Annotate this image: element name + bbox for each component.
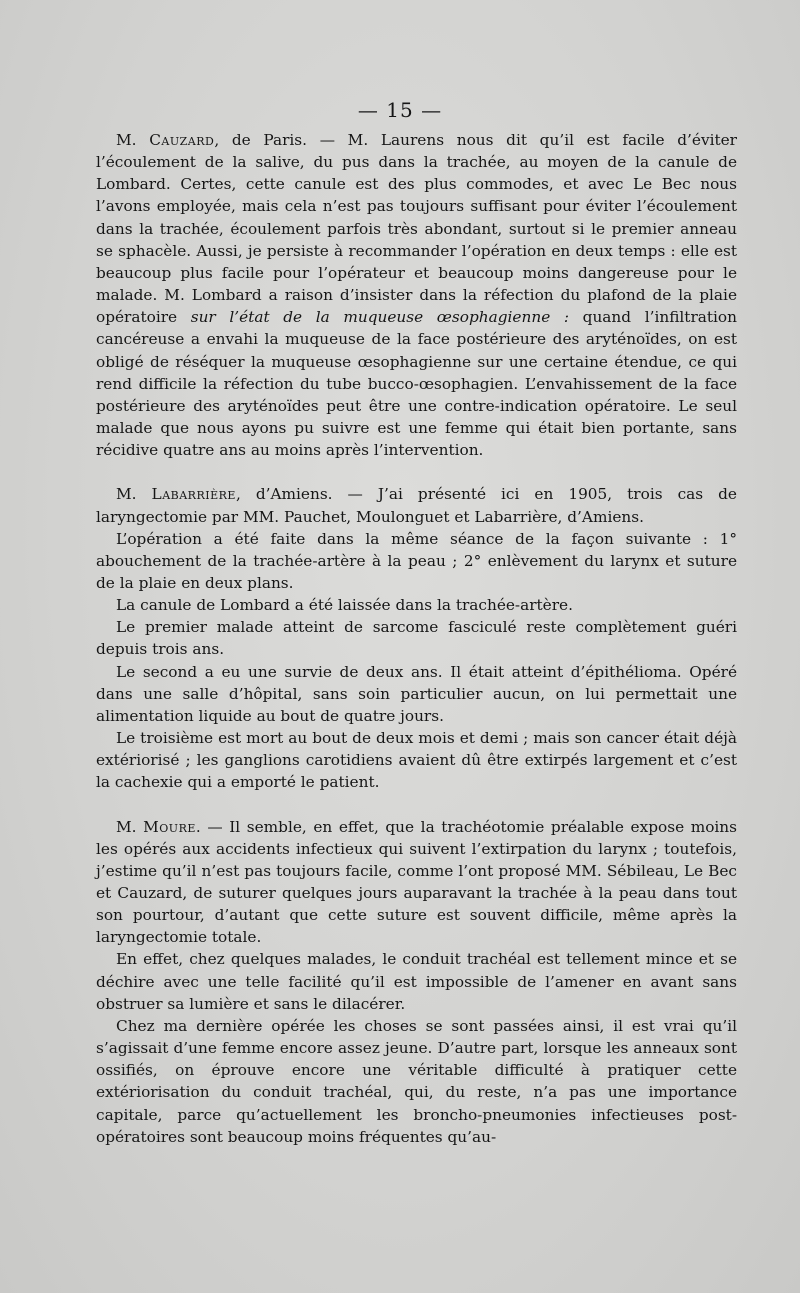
page-number: — 15 — <box>357 98 443 122</box>
speaker-name-moure: Moure <box>143 817 196 836</box>
speaker-name-cauzard: Cauzard <box>149 131 215 149</box>
paragraph: La canule de Lombard a été laissée dans la trachée-artère. <box>116 596 573 615</box>
paragraph: Le troisième est mort au bout de deux mois et demi ; mais son cancer était déjà extériorisé ; les ganglions carotidiens avaient dû être extirpés largement et c’est la cachexie qui a emporté le patient. <box>96 729 737 792</box>
speaker-prefix: M. <box>116 817 144 836</box>
paragraph: L’opération a été faite dans la même séance de la façon suivante : 1° abouchement de la trachée-artère à la peau ; 2° enlèvement du larynx et suture de la plaie en deux plans. <box>96 529 737 592</box>
italic-emphasis: sur l’état de la muqueuse œsophagienne : <box>190 308 570 327</box>
paragraph-text: , d’Amiens. — J’ai présenté ici en 1905, trois cas de laryngectomie par MM. Pauchet, Moulonguet et Labarrière, d’Amiens. <box>96 485 737 526</box>
paragraph: Le second a eu une survie de deux ans. Il était atteint d’épithélioma. Opéré dans une salle d’hôpital, sans soin particulier aucun, on lui permettait une alimentation liquide au bout de quatre jours. <box>96 662 737 725</box>
document-body <box>96 129 737 1148</box>
paragraph: En effet, chez quelques malades, le conduit trachéal est tellement mince et se déchire avec une telle facilité qu’il est impossible de l’amener en avant sans obstruer sa lumière et sans le dilacérer. <box>96 950 737 1013</box>
speaker-prefix: M. <box>116 131 150 149</box>
paragraph-text: quand l’infiltration cancéreuse a envahi la muqueuse de la face postérieure des aryténoïdes, on est obligé de réséquer la muqueuse œsophagienne sur une certaine étendue, ce qui rend difficile la réfection du tube bucco-œsophagien. L’envahissement de la face postérieure des aryténoïdes peut être une contre-indication opératoire. Le seul malade que nous ayons pu suivre est une femme qui était bien portante, sans récidive quatre ans au moins après l’intervention. <box>96 308 737 460</box>
paragraph-moure <box>96 816 737 949</box>
paragraph: Chez ma dernière opérée les choses se sont passées ainsi, il est vrai qu’il s’agissait d’une femme encore assez jeune. D’autre part, lorsque les anneaux sont ossifiés, on éprouve encore une véritable difficulté à pratiquer cette extériorisation du conduit trachéal, qui, du reste, n’a pas une importance capitale, parce qu’actuellement les broncho-pneumonies infectieuses post-opératoires sont beaucoup moins fréquentes qu’au- <box>96 1016 737 1146</box>
paragraph: Le premier malade atteint de sarcome fasciculé reste complètement guéri depuis trois ans. <box>96 618 737 659</box>
speaker-prefix: M. <box>116 485 152 504</box>
paragraph-cauzard <box>96 129 737 461</box>
paragraph-text: . — Il semble, en effet, que la trachéotomie préalable expose moins les opérés aux accidents infectieux qui suivent l’extirpation du larynx ; toutefois, j’estime qu’il n’est pas toujours facile, comme l’ont proposé MM. Sébileau, Le Bec et Cauzard, de suturer quelques jours auparavant la trachée à la peau dans tout son pourtour, d’autant que cette suture est souvent difficile, même après la laryngectomie totale. <box>96 817 738 947</box>
speaker-name-labarriere: Labarrière <box>151 485 236 504</box>
paragraph-text: , de Paris. — M. Laurens nous dit qu’il est facile d’éviter l’écoulement de la salive, du pus dans la trachée, au moyen de la canule de Lombard. Certes, cette canule est des plus commodes, et avec Le Bec nous l’avons employée, mais cela n’est pas toujours suffisant pour éviter l’écoulement dans la trachée, écoulement parfois très abondant, surtout si le premier anneau se sphacèle. Aussi, je persiste à recommander l’opération en deux temps : elle est beaucoup plus facile pour l’opérateur et beaucoup moins dangereuse pour le malade. M. Lombard a raison d’insister dans la réfection du plafond de la plaie opératoire <box>96 131 737 327</box>
paragraph-labarriere <box>96 483 737 527</box>
